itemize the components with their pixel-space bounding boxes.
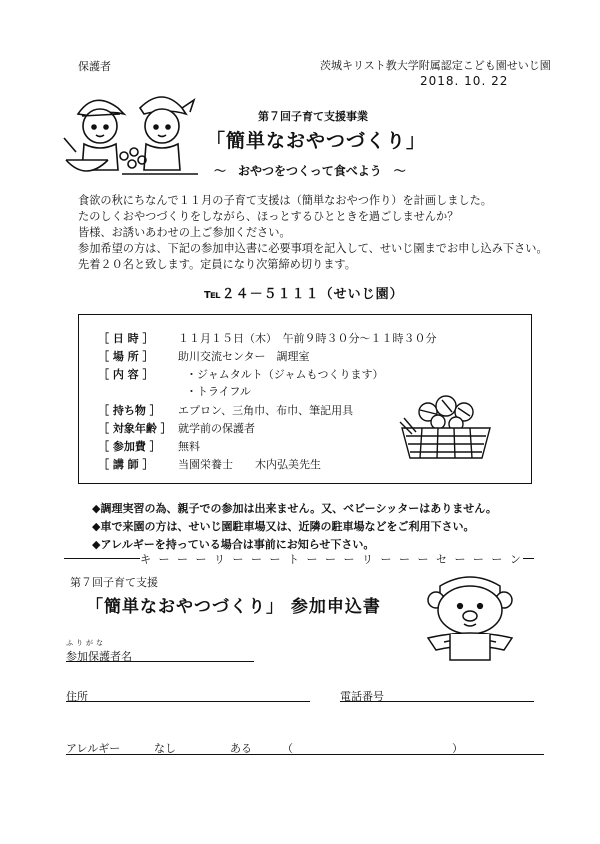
detail-value: １１月１５日（木） 午前９時３０分～１１時３０分 xyxy=(178,332,437,345)
guardian-name-input[interactable] xyxy=(66,661,254,662)
detail-label: ［ 講 師 ］ xyxy=(98,458,154,471)
detail-label: ［ 日 時 ］ xyxy=(98,332,154,345)
bear-chef-illustration xyxy=(414,572,526,664)
recipient-label: 保護者 xyxy=(78,60,111,73)
event-number: 第７回子育て支援事業 xyxy=(258,110,368,123)
phone-label: 電話番号 xyxy=(340,690,384,703)
cut-line-label: キ ー ー ー リ ー ー ー ト ー ー ー リ ー ー ー セ ー ー ー ン xyxy=(140,553,523,566)
organization-name: 茨城キリスト教大学附属認定こども園せいじ園 xyxy=(320,59,551,72)
allergy-option-yes[interactable]: ある xyxy=(230,742,252,755)
event-subtitle: ～ おやつをつくって食べよう ～ xyxy=(214,164,406,178)
contact-phone: ℡２４－５１１１（せいじ園） xyxy=(204,287,404,302)
detail-value: 無料 xyxy=(178,440,200,453)
intro-line: たのしくおやつづくりをしながら、ほっとするひとときを過ごしませんか？ xyxy=(78,210,459,223)
detail-value: 助川交流センター 調理室 xyxy=(178,350,310,363)
paren-close: ） xyxy=(452,742,463,755)
guardian-name-label: 参加保護者名 xyxy=(66,650,132,663)
furigana-label: ふりがな xyxy=(66,639,106,647)
detail-label: ［ 持ち物 ］ xyxy=(98,404,161,417)
issue-date: 2018. 10. 22 xyxy=(420,74,509,88)
form-title: 「簡単なおやつづくり」 参加申込書 xyxy=(86,597,381,617)
detail-label: ［ 対象年齢 ］ xyxy=(98,422,172,435)
note-line: ◆車で来園の方は、せいじ園駐車場又は、近隣の駐車場などをご利用下さい。 xyxy=(92,520,475,533)
detail-label: ［ 場 所 ］ xyxy=(98,350,154,363)
intro-line: 皆様、お誘いあわせの上ご参加ください。 xyxy=(78,226,291,239)
event-title: 「簡単なおやつづくり」 xyxy=(206,130,427,152)
intro-line: 参加希望の方は、下記の参加申込書に必要事項を記入して、せいじ園までお申し込み下さい。 xyxy=(78,242,548,255)
address-input[interactable] xyxy=(66,701,310,702)
detail-value: ・ジャムタルト（ジャムもつくります） xyxy=(186,368,384,381)
phone-input[interactable] xyxy=(340,701,534,702)
children-cooking-illustration xyxy=(62,86,202,182)
detail-label: ［ 内 容 ］ xyxy=(98,368,154,381)
intro-line: 食欲の秋にちなんで１１月の子育て支援は（簡単なおやつ作り）を計画しました。 xyxy=(78,194,492,207)
address-label: 住所 xyxy=(66,690,88,703)
allergy-option-none[interactable]: なし xyxy=(154,742,176,755)
detail-value: エプロン、三角巾、布巾、筆記用具 xyxy=(178,404,354,417)
note-line: ◆アレルギーを持っている場合は事前にお知らせ下さい。 xyxy=(92,538,375,551)
allergy-input[interactable] xyxy=(66,754,544,755)
intro-line: 先着２０名と致します。定員になり次第締め切ります。 xyxy=(78,258,356,271)
detail-value: 当園栄養士 木内弘美先生 xyxy=(178,458,321,471)
allergy-label: アレルギー xyxy=(66,742,121,755)
detail-value: ・トライフル xyxy=(186,385,251,398)
note-line: ◆調理実習の為、親子での参加は出来ません。又、ベビーシッターはありません。 xyxy=(92,502,497,515)
basket-of-sweets-illustration xyxy=(398,392,494,464)
form-number: 第７回子育て支援 xyxy=(70,576,158,589)
detail-label: ［ 参加費 ］ xyxy=(98,440,161,453)
paren-open: （ xyxy=(282,742,293,755)
detail-value: 就学前の保護者 xyxy=(178,422,255,435)
